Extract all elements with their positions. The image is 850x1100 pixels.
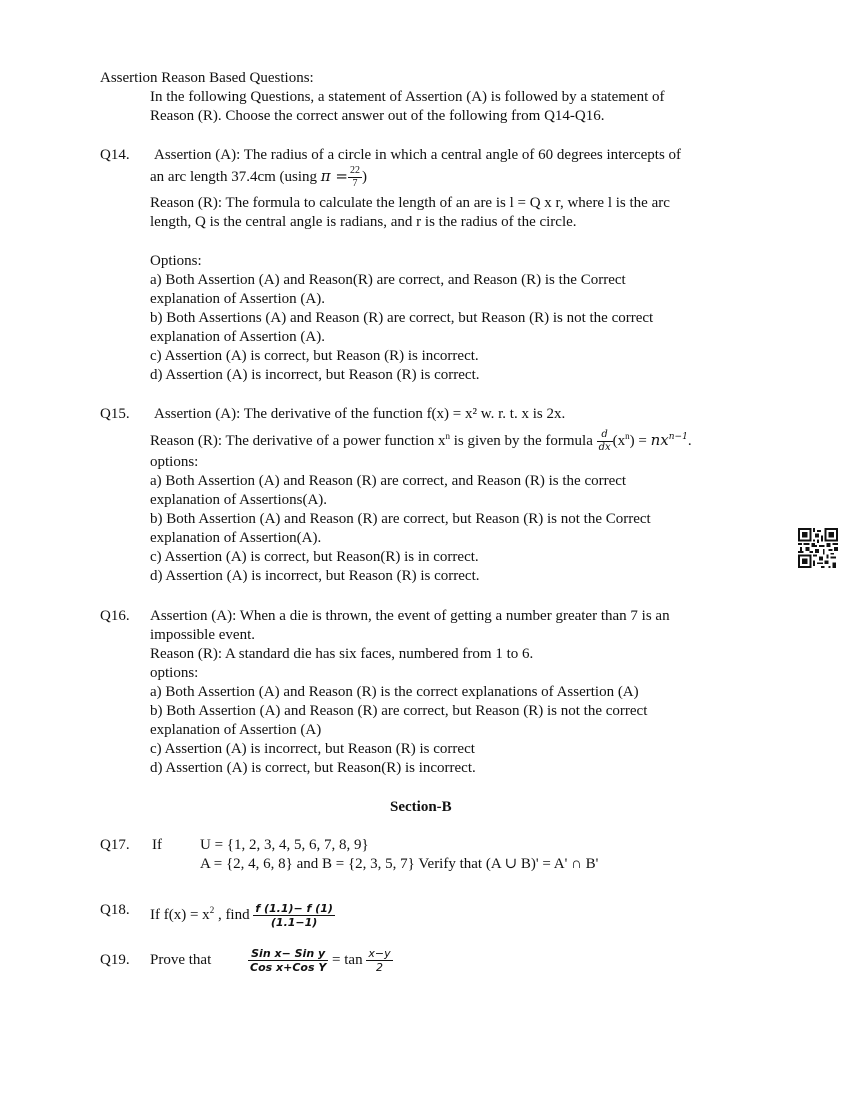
q16-option-b-line-2: explanation of Assertion (A) [150,722,322,738]
q15-rhs-sup: n−1 [668,432,688,442]
q15-option-d: d) Assertion (A) is incorrect, but Reason (R) is correct. [150,568,480,584]
q18-find: , find [214,907,254,923]
q15-reason-mid: is given by the formula [449,433,597,449]
q14-assertion-line-1: Assertion (A): The radius of a circle in which a central angle of 60 degrees intercepts of [154,147,682,163]
q17-line-2: A = {2, 4, 6, 8} and B = {2, 3, 5, 7} Verify that (A ∪ B)' = A' ∩ B' [200,856,599,872]
pi-denominator: 7 [352,178,358,189]
pi-symbol: π = [320,166,348,185]
q18-number: Q18. [100,902,130,918]
intro-line-1: In the following Questions, a statement of Assertion (A) is followed by a statement of [150,89,665,105]
q14-reason-line-2: length, Q is the central angle is radians, and r is the radius of the circle. [150,214,577,230]
q17-number: Q17. [100,837,130,853]
q19-lhs-numerator: Sin x− Sin y [248,948,328,961]
q16-option-b-line-1: b) Both Assertion (A) and Reason (R) are correct, but Reason (R) is not the correct [150,703,648,719]
q15-option-b-line-2: explanation of Assertion(A). [150,530,322,546]
pi-numerator: 22 [350,165,360,176]
q19-equation [248,943,393,977]
derivative-denominator: dx [598,442,611,454]
q16-number: Q16. [100,608,130,624]
q16-option-a: a) Both Assertion (A) and Reason (R) is the correct explanations of Assertion (A) [150,684,639,700]
q15-reason-text: Reason (R): The derivative of a power function x [150,433,446,449]
q15-reason [150,427,692,453]
q18-fraction [253,903,335,928]
q15-reason-sup: n [445,431,450,441]
q14-assertion-text: an arc length 37.4cm (using [150,168,321,185]
derivative-numerator: d [597,430,613,442]
q14-option-b-line-2: explanation of Assertion (A). [150,329,325,345]
q19-lhs-denominator: Cos x+Cos Y [250,961,327,975]
q15-period: . [687,433,692,449]
q14-assertion-line-2 [150,166,367,189]
q16-assertion-line-1: Assertion (A): When a die is thrown, the event of getting a number greater than 7 is an [150,608,670,624]
q19-equals-tan: = tan [332,952,363,968]
q14-close-paren: ) [362,168,367,185]
derivative-fraction [597,430,613,453]
q15-number: Q15. [100,406,130,422]
q16-options-label: options: [150,665,199,681]
q15-option-a-line-1: a) Both Assertion (A) and Reason (R) are correct, and Reason (R) is the correct [150,473,627,489]
q15-options-label: options: [150,454,199,470]
q18-denominator: (1.1−1) [270,916,318,930]
q19-rhs-denominator: 2 [375,961,383,975]
q14-option-d: d) Assertion (A) is incorrect, but Reason (R) is correct. [150,367,480,383]
q14-option-c: c) Assertion (A) is correct, but Reason (R) is incorrect. [150,348,479,364]
intro-heading: Assertion Reason Based Questions: [100,70,314,86]
q16-assertion-line-2: impossible event. [150,627,255,643]
q14-reason-line-1: Reason (R): The formula to calculate the length of an are is l = Q x r, where l is the arc [150,195,670,211]
q17-if: If [152,837,162,853]
q16-option-d: d) Assertion (A) is correct, but Reason(R) is incorrect. [150,760,476,776]
q15-option-a-line-2: explanation of Assertions(A). [150,492,328,508]
q16-option-c: c) Assertion (A) is incorrect, but Reason (R) is correct [150,741,475,757]
q15-rhs: nx [650,431,669,449]
q17-line-1: U = {1, 2, 3, 4, 5, 6, 7, 8, 9} [200,837,369,853]
q19-rhs-fraction [366,948,392,973]
q18-numerator: f (1.1)− f (1) [255,902,333,916]
pi-fraction [348,166,362,189]
q14-option-b-line-1: b) Both Assertions (A) and Reason (R) are correct, but Reason (R) is not the correct [150,310,654,326]
q14-number: Q14. [100,147,130,163]
q14-option-a-line-2: explanation of Assertion (A). [150,291,325,307]
q15-option-c: c) Assertion (A) is correct, but Reason(R) is in correct. [150,549,479,565]
q19-lhs-fraction [248,948,328,973]
q14-option-a-line-1: a) Both Assertion (A) and Reason(R) are correct, and Reason (R) is the Correct [150,272,626,288]
q18-text: If f(x) = x [150,907,210,923]
q18-sup: 2 [209,905,215,915]
q19-rhs-numerator: x−y [368,947,391,961]
intro-line-2: Reason (R). Choose the correct answer out of the following from Q14-Q16. [150,108,605,124]
q16-reason: Reason (R): A standard die has six faces, numbered from 1 to 6. [150,646,534,662]
q15-paren-close: ) = [629,433,651,449]
q15-option-b-line-1: b) Both Assertion (A) and Reason (R) are correct, but Reason (R) is not the Correct [150,511,651,527]
q19-text: Prove that [150,952,212,968]
qr-code-image [798,528,838,568]
q18-question [150,893,335,932]
section-b-title: Section-B [390,799,452,815]
q15-assertion: Assertion (A): The derivative of the function f(x) = x² w. r. t. x is 2x. [154,406,566,422]
q19-number: Q19. [100,952,130,968]
q14-options-label: Options: [150,253,202,269]
q15-paren: (x [612,433,626,449]
q15-paren-sup: n [625,431,630,441]
